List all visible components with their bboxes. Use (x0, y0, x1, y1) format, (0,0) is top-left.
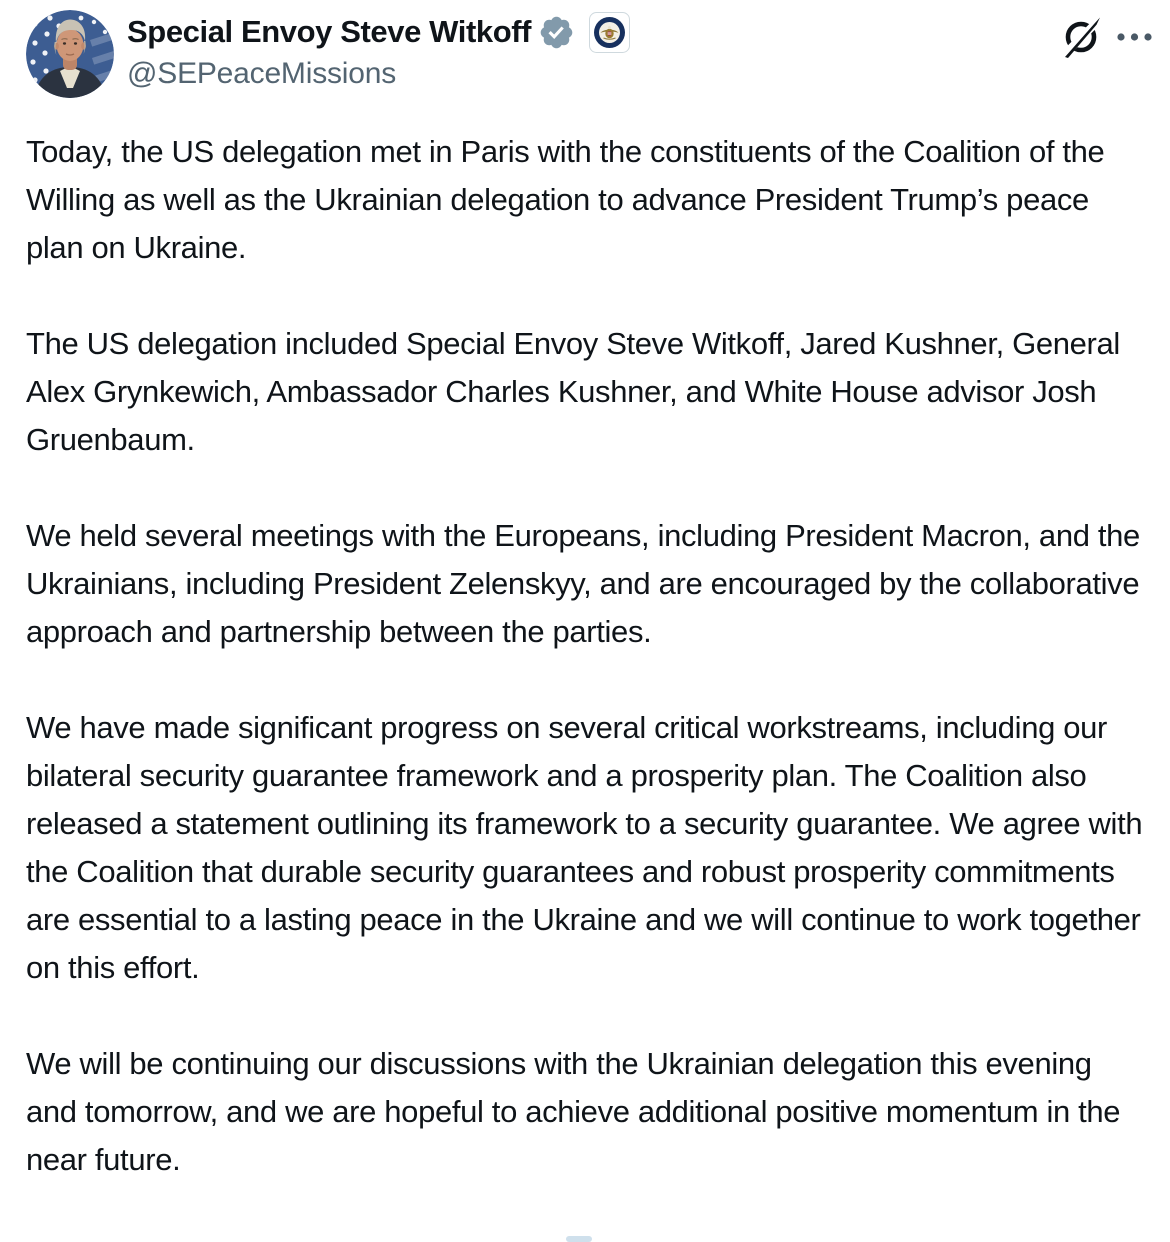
user-handle: @SEPeaceMissions (127, 57, 397, 90)
tweet-text-paragraph: The US delegation included Special Envoy Steve Witkoff, Jared Kushner, General Alex Grynkewich, Ambassador Charles Kushner, and White House advisor Josh Gruenbaum. (26, 326, 1120, 457)
author-block (127, 10, 630, 98)
tweet-text-paragraph: Today, the US delegation met in Paris with the constituents of the Coalition of the Willing as well as the Ukrainian delegation to advance President Trump’s peace plan on Ukraine. (26, 134, 1105, 265)
affiliation-badge[interactable] (589, 12, 630, 53)
tweet-text (0, 128, 1170, 1184)
ellipsis-icon (1116, 31, 1154, 43)
tweet-header (0, 0, 1170, 98)
avatar-portrait-image (26, 10, 114, 98)
cropped-media-fragment (566, 1236, 592, 1242)
tweet-text-paragraph: We have made significant progress on several critical workstreams, including our bilateral security guarantee framework and a prosperity plan. The Coalition also released a statement outlining its framework to a security guarantee. We agree with the Coalition that durable security guarantees and robust prosperity commitments are essential to a lasting peace in the Ukraine and we will continue to work together on this effort. (26, 710, 1143, 985)
state-department-seal-icon (589, 12, 630, 53)
tweet-text-paragraph: We held several meetings with the Europeans, including President Macron, and the Ukrainians, including President Zelenskyy, and are encouraged by the collaborative approach and partnership between the parties. (26, 518, 1140, 649)
avatar[interactable] (26, 10, 114, 98)
verified-badge-icon[interactable] (538, 14, 575, 51)
header-actions (1056, 12, 1156, 62)
more-button[interactable] (1114, 29, 1156, 45)
display-name[interactable]: Special Envoy Steve Witkoff (127, 14, 532, 49)
tweet-text-paragraph: We will be continuing our discussions with the Ukrainian delegation this evening and tomorrow, and we are hopeful to achieve additional positive momentum in the near future. (26, 1046, 1121, 1177)
grok-button[interactable] (1056, 12, 1106, 62)
grok-icon (1058, 14, 1104, 60)
